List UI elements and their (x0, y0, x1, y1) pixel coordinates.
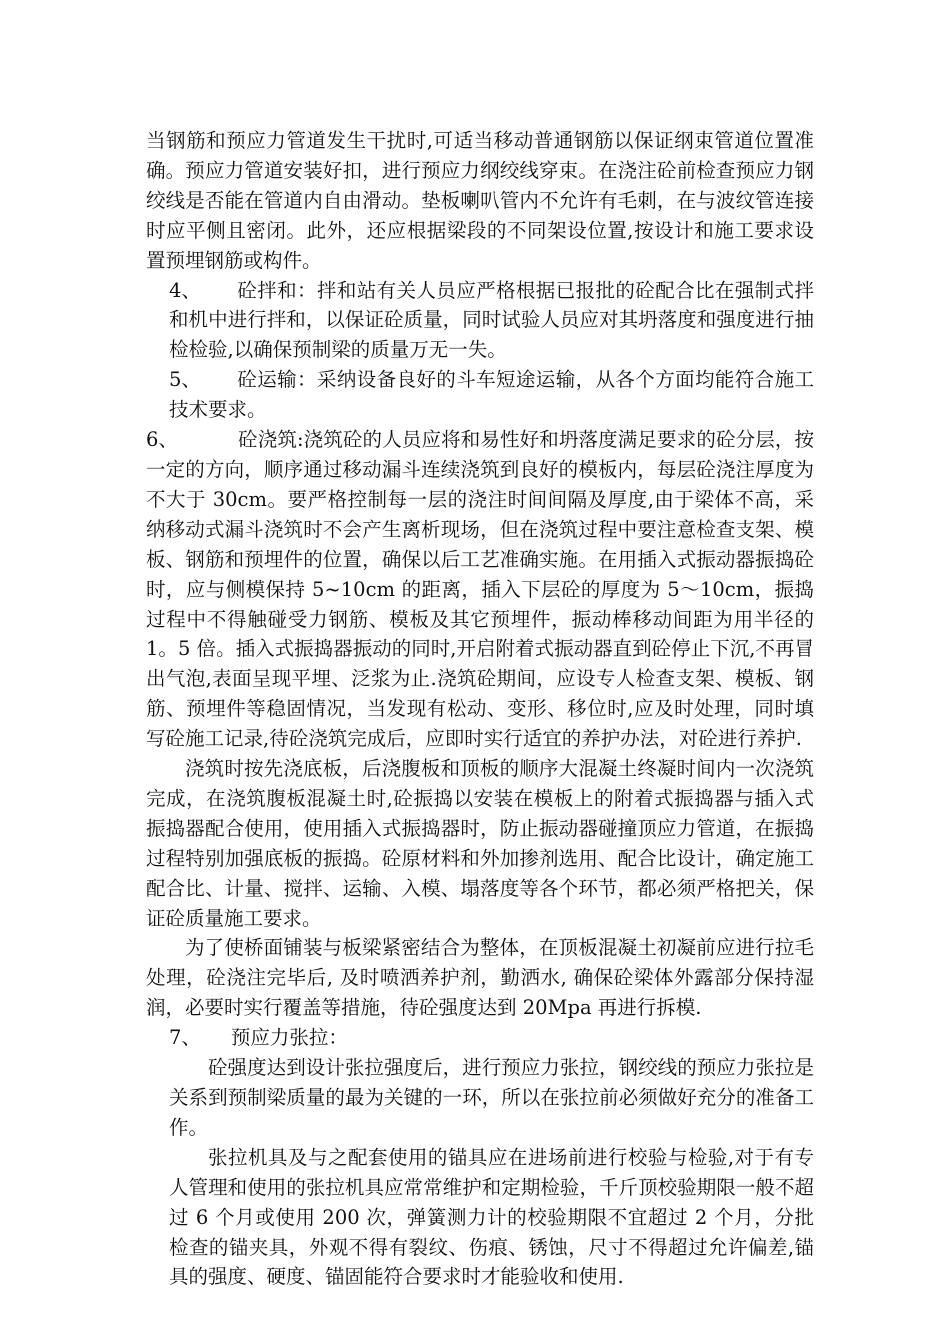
item-number: 7、 (169, 1026, 201, 1050)
paragraph-concrete-mixing (146, 276, 814, 366)
item-number: 4、 (169, 278, 201, 302)
paragraph-deck-bonding: 为了使桥面铺装与板梁紧密结合为整体，在顶板混凝土初凝前应进行拉毛处理，砼浇注完毕后, 及时喷洒养护剂，勤洒水, 确保砼梁体外露部分保持湿润，必要时实行覆盖等措施，待砼强度达到 20Mpa 再进行拆模. (146, 936, 814, 1020)
paragraph-text: 砼拌和：拌和站有关人员应严格根据已报批的砼配合比在强制式拌和机中进行拌和，以保证砼质量，同时试验人员应对其坍落度和强度进行抽检检验,以确保预制梁的质量万无一失。 (169, 278, 814, 362)
item-number: 6、 (146, 428, 178, 452)
paragraph-text: 预应力张拉： (230, 1026, 348, 1050)
item-number: 5、 (169, 368, 201, 392)
paragraph-tensioning-equipment: 张拉机具及与之配套使用的锚具应在进场前进行校验与检验,对于有专人管理和使用的张拉机具应常常维护和定期检验，千斤顶校验期限一般不超过 6 个月或使用 200 次，弹簧测力计的校验期限不宜超过 2 个月，分批检查的锚夹具，外观不得有裂纹、伤痕、锈蚀，尺寸不得超过允许偏差,锚具的强度、硬度、锚固能符合要求时才能验收和使用. (169, 1145, 814, 1289)
paragraph-text: 砼运输：采纳设备良好的斗车短途运输，从各个方面均能符合施工技术要求。 (169, 368, 814, 422)
paragraph-text: 砼浇筑:浇筑砼的人员应将和易性好和坍落度满足要求的砼分层，按一定的方向，顺序通过移动漏斗连续浇筑到良好的模板内，每层砼浇注厚度为不大于 30cm。要严格控制每一层的浇注时间间隔及厚度,由于梁体不高，采纳移动式漏斗浇筑时不会产生离析现场，但在浇筑过程中要注意检查支架、模板、钢筋和预埋件的位置，确保以后工艺准确实施。在用插入式振动器振捣砼时，应与侧模保持 5~10cm 的距离，插入下层砼的厚度为 5～10cm，振捣过程中不得触碰受力钢筋、模板及其它预埋件，振动棒移动间距为用半径的 1。5 倍。插入式振捣器振动的同时,开启附着式振动器直到砼停止下沉,不再冒出气泡,表面呈现平埋、泛浆为止.浇筑砼期间，应设专人检查支架、模板、钢筋、预埋件等稳固情况，当发现有松动、变形、移位时,应及时处理，同时填写砼施工记录,待砼浇筑完成后，应即时实行适宜的养护办法，对砼进行养护. (146, 428, 814, 751)
paragraph-rebar-conflict: 当钢筋和预应力管道发生干扰时,可适当移动普通钢筋以保证纲束管道位置准确。预应力管道安装好扣，进行预应力纲绞线穿束。在浇注砼前检查预应力钢绞线是否能在管道内自由滑动。垫板喇叭管内不允许有毛刺，在与波纹管连接时应平侧且密闭。此外，还应根据梁段的不同架设位置,按设计和施工要求设置预埋钢筋或构件。 (146, 129, 814, 272)
trailing-space (146, 1292, 814, 1312)
document-body (146, 126, 814, 1312)
paragraph-pouring-sequence: 浇筑时按先浇底板，后浇腹板和顶板的顺序大混凝土终凝时间内一次浇筑完成，在浇筑腹板混凝土时,砼振捣以安装在模板上的附着式振捣器与插入式振捣器配合使用，使用插入式振捣器时，防止振动器碰撞顶应力管道，在振捣过程特别加强底板的振捣。砼原材料和外加掺剂选用、配合比设计，确定施工配合比、计量、搅拌、运输、入模、塌落度等各个环节，都必须严格把关，保证砼质量施工要求。 (146, 757, 814, 930)
paragraph-concrete-transport (146, 365, 814, 425)
paragraph-prestress-preparation: 砼强度达到设计张拉强度后，进行预应力张拉，钢绞线的预应力张拉是关系到预制梁质量的最为关键的一环，所以在张拉前必须做好充分的准备工作。 (169, 1056, 814, 1139)
paragraph-concrete-pouring (146, 425, 814, 754)
paragraph-prestress-heading (146, 1023, 814, 1053)
